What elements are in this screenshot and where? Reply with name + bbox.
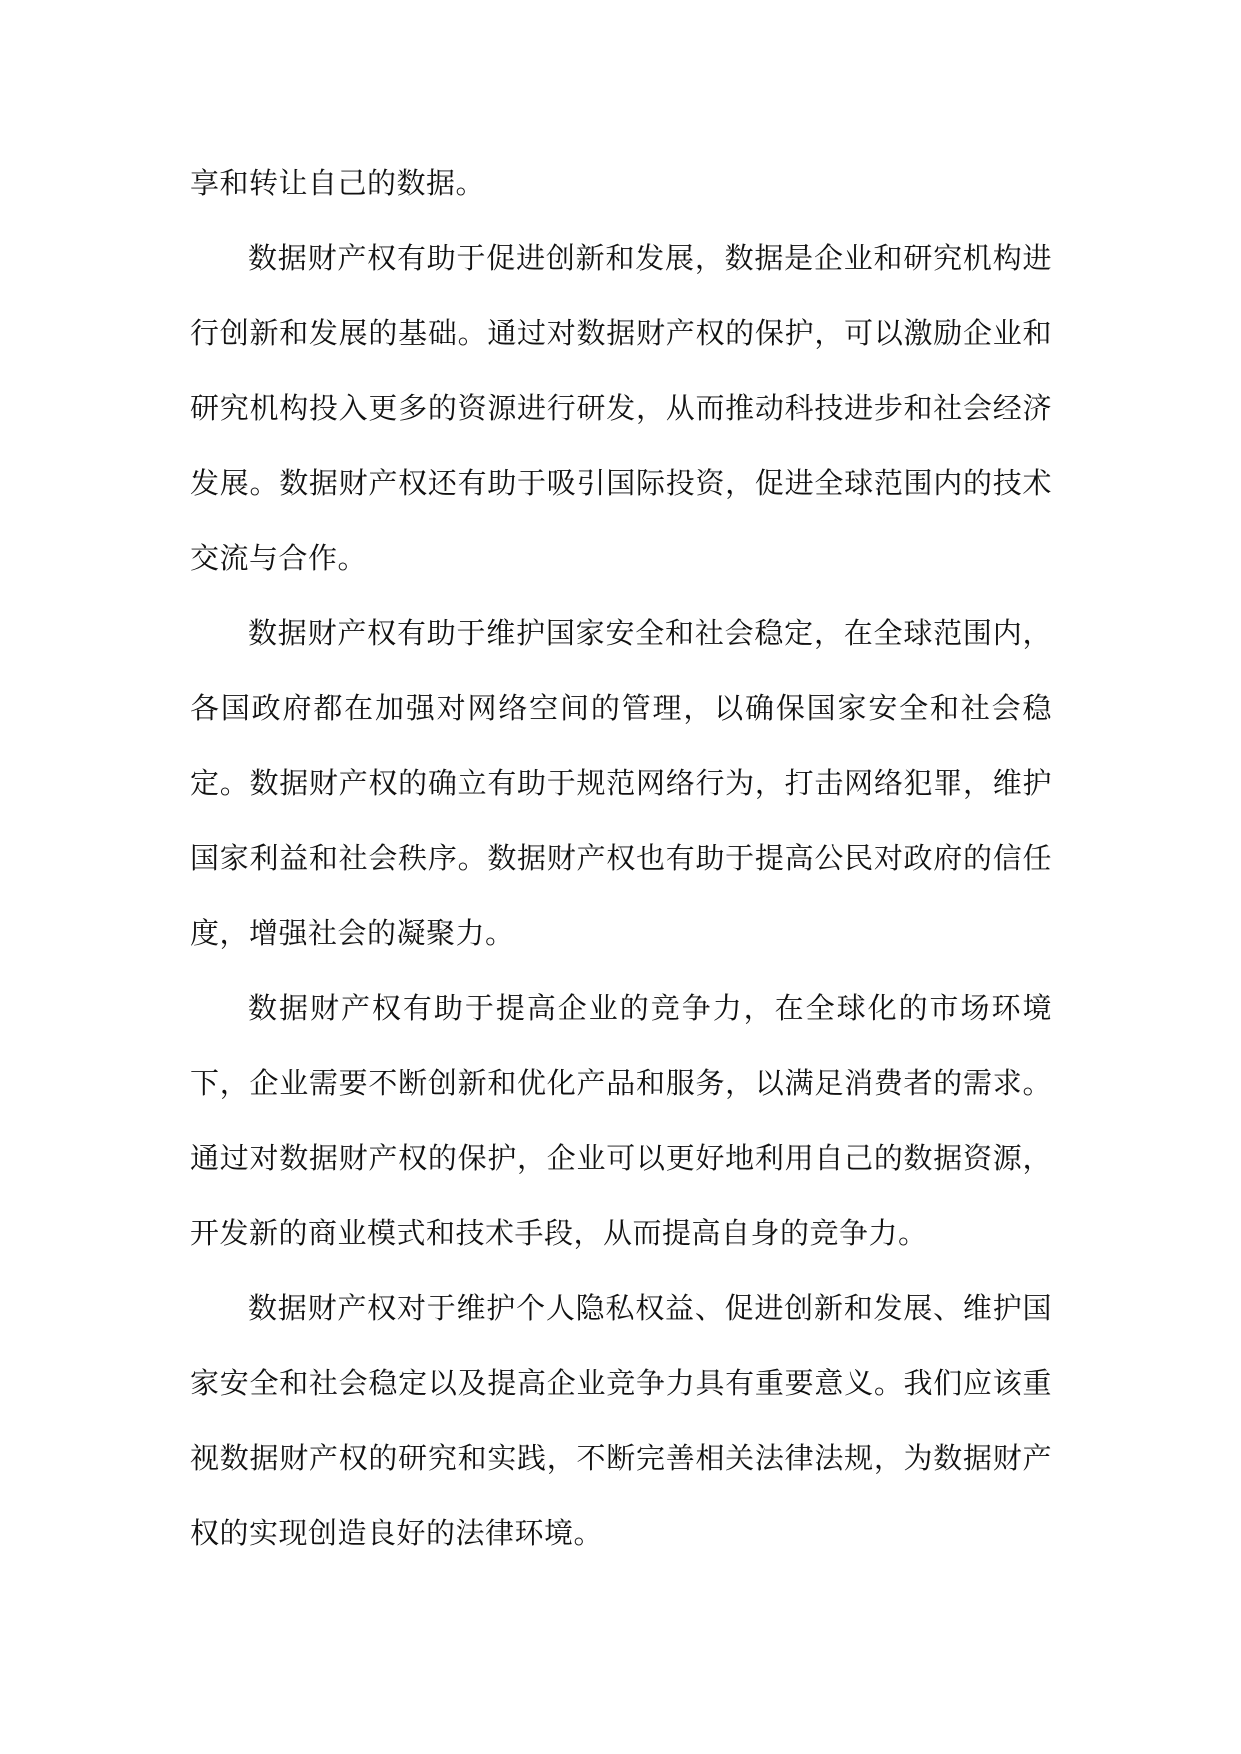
paragraph-innovation: 数据财产权有助于促进创新和发展，数据是企业和研究机构进行创新和发展的基础。通过对数据财产权的保护，可以激励企业和研究机构投入更多的资源进行研发，从而推动科技进步和社会经济发展。数据财产权还有助于吸引国际投资，促进全球范围内的技术交流与合作。 — [190, 241, 1052, 575]
document-body — [190, 146, 1052, 1571]
paragraph-conclusion: 数据财产权对于维护个人隐私权益、促进创新和发展、维护国家安全和社会稳定以及提高企业竞争力具有重要意义。我们应该重视数据财产权的研究和实践，不断完善相关法律法规，为数据财产权的实现创造良好的法律环境。 — [190, 1291, 1052, 1550]
paragraph-national-security: 数据财产权有助于维护国家安全和社会稳定，在全球范围内，各国政府都在加强对网络空间的管理，以确保国家安全和社会稳定。数据财产权的确立有助于规范网络行为，打击网络犯罪，维护国家利益和社会秩序。数据财产权也有助于提高公民对政府的信任度，增强社会的凝聚力。 — [190, 616, 1052, 950]
paragraph-continuation: 享和转让自己的数据。 — [190, 166, 486, 200]
paragraph-competitiveness: 数据财产权有助于提高企业的竞争力，在全球化的市场环境下，企业需要不断创新和优化产品和服务，以满足消费者的需求。通过对数据财产权的保护，企业可以更好地利用自己的数据资源，开发新的商业模式和技术手段，从而提高自身的竞争力。 — [190, 991, 1052, 1250]
